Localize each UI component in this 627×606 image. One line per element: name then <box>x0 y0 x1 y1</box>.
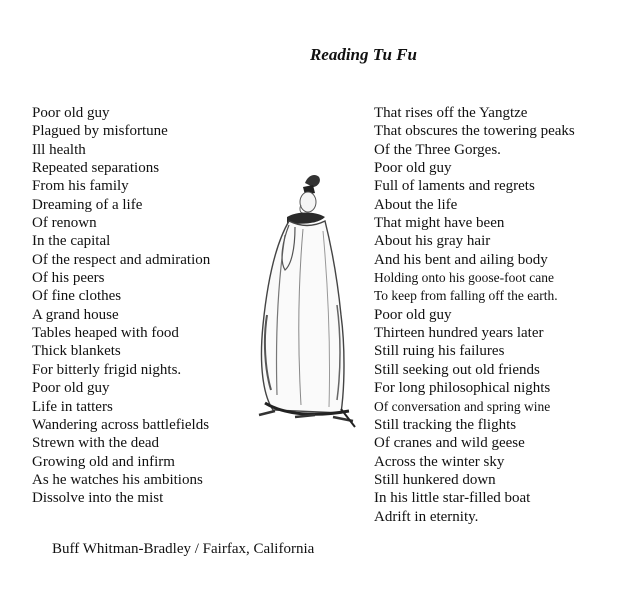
poem-line: About the life <box>374 196 458 213</box>
poem-line: Wandering across battlefields <box>32 416 210 433</box>
poem-line: About his gray hair <box>374 233 491 250</box>
poem-line: From his family <box>32 178 129 195</box>
poem-line: A grand house <box>32 306 119 323</box>
ink-robed-figure-icon <box>245 165 360 435</box>
poem-line: That might have been <box>374 215 505 232</box>
poem-line: That rises off the Yangtze <box>374 105 528 121</box>
poem-line: Repeated separations <box>32 160 160 177</box>
poem-line: Of the Three Gorges. <box>374 141 501 158</box>
poem-line: Thirteen hundred years later <box>374 325 544 342</box>
poem-line: Still hunkered down <box>374 471 496 488</box>
poem-line: Thick blankets <box>32 343 121 360</box>
poem-line: In his little star-filled boat <box>374 490 531 507</box>
poem-line: Full of laments and regrets <box>374 178 535 195</box>
poem-line: Dissolve into the mist <box>32 490 164 507</box>
poem-line: Strewn with the dead <box>32 435 160 452</box>
poem-line: Life in tatters <box>32 398 113 415</box>
poem-line: Poor old guy <box>32 380 110 397</box>
poem-line: Dreaming of a life <box>32 196 143 213</box>
poem-line: Of fine clothes <box>32 288 122 305</box>
poem-line: That obscures the towering peaks <box>374 123 575 140</box>
poem-line: Ill health <box>32 141 86 158</box>
poem-line: Plagued by misfortune <box>32 123 168 140</box>
poem-line: In the capital <box>32 233 111 250</box>
poem-line: Still tracking the flights <box>374 416 517 433</box>
poem-line: Of conversation and spring wine <box>374 398 551 414</box>
poem-line: To keep from falling off the earth. <box>374 288 558 304</box>
poem-line: Poor old guy <box>32 105 110 121</box>
poem-line: For long philosophical nights <box>374 380 551 397</box>
poem-line: Of renown <box>32 215 97 232</box>
poem-line: Growing old and infirm <box>32 453 175 470</box>
poem-line: Holding onto his goose-foot cane <box>374 270 554 286</box>
poem-line: Poor old guy <box>374 306 452 323</box>
poem-line: As he watches his ambitions <box>32 471 203 488</box>
poem-line: Across the winter sky <box>374 453 505 470</box>
poem-byline: Buff Whitman-Bradley / Fairfax, California <box>52 541 315 557</box>
poem-title: Reading Tu Fu <box>309 45 418 64</box>
poem-right-column <box>374 104 624 526</box>
poem-line: And his bent and ailing body <box>374 251 548 268</box>
poem-line: Adrift in eternity. <box>374 508 479 525</box>
poem-line: Of his peers <box>32 270 105 287</box>
poem-left-column <box>32 104 252 508</box>
poem-line: Of cranes and wild geese <box>374 435 525 452</box>
poem-line: For bitterly frigid nights. <box>32 361 182 378</box>
poem-line: Still seeking out old friends <box>374 361 540 378</box>
poem-line: Tables heaped with food <box>32 325 179 342</box>
poem-line: Still ruing his failures <box>374 343 505 360</box>
poem-line: Of the respect and admiration <box>32 251 211 268</box>
poem-line: Poor old guy <box>374 160 452 177</box>
